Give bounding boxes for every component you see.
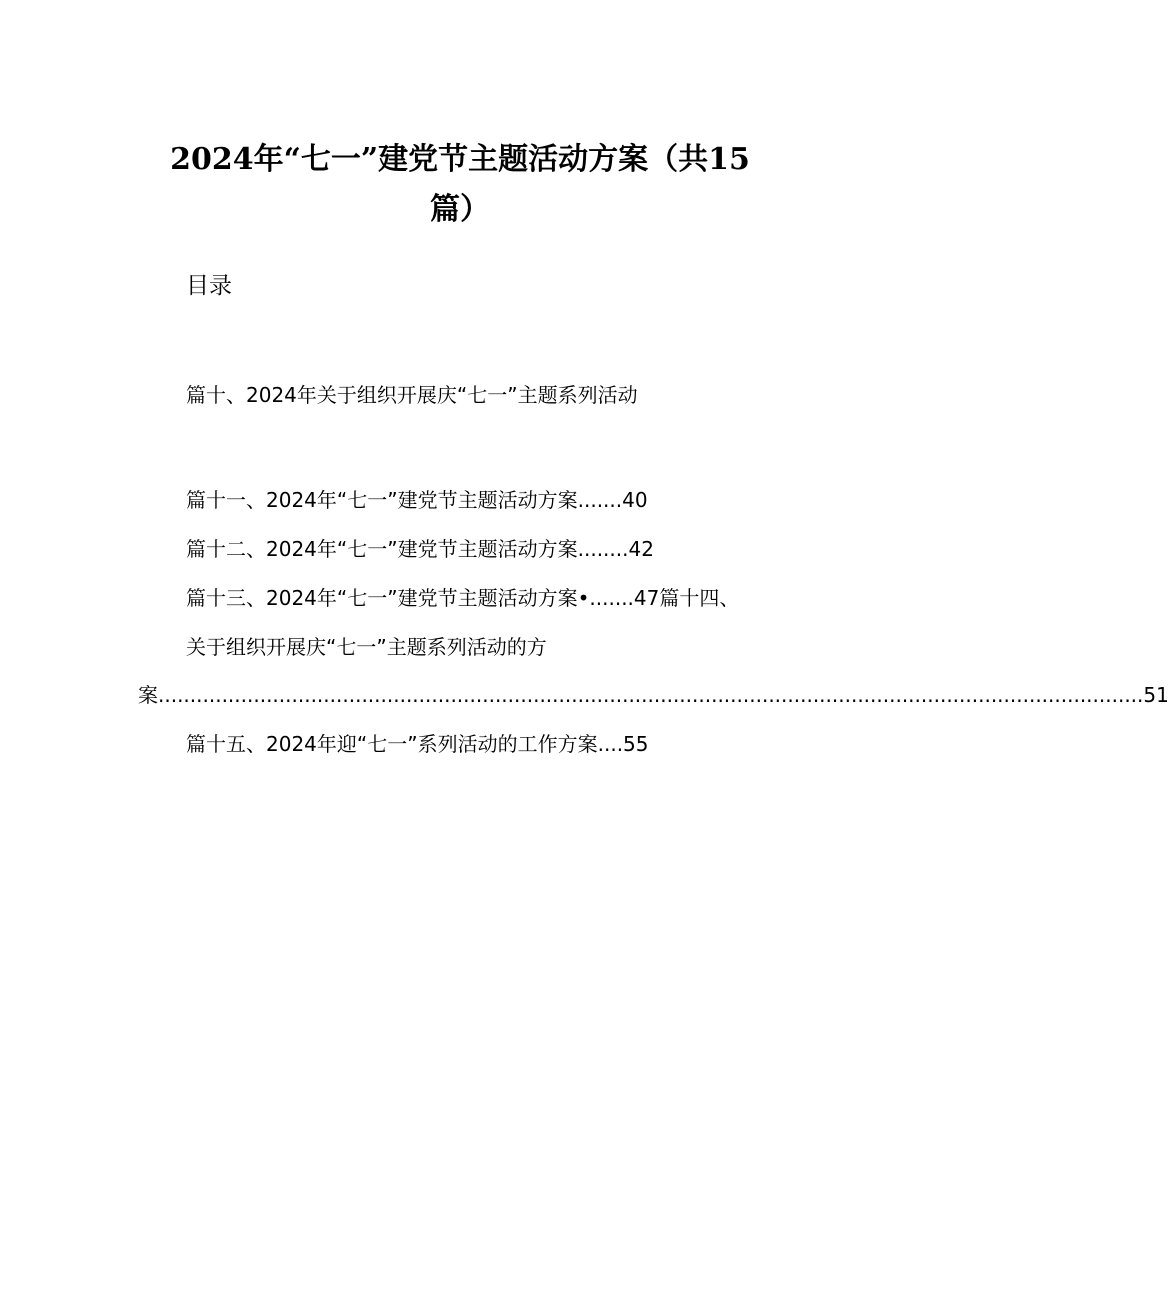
- toc-entry-14-end: [138, 680, 1169, 710]
- toc-entry-14-page: 51: [1143, 683, 1169, 707]
- toc-entry-10: 篇十、2024年关于组织开展庆“七一”主题系列活动: [186, 383, 638, 407]
- toc-entry-11: 篇十一、2024年“七一”建党节主题活动方案.......40: [186, 488, 648, 512]
- toc-entry-13: 篇十三、2024年“七一”建党节主题活动方案•.......47篇十四、: [186, 586, 740, 610]
- document-title-line-1: 2024年“七一”建党节主题活动方案（共15: [170, 142, 750, 177]
- toc-entry-14-last-char: 案: [138, 683, 158, 707]
- document-title-line-2: 篇）: [430, 192, 490, 227]
- toc-leader-dots: ...........................................................................................................................................................: [158, 683, 1144, 707]
- toc-entry-14-continued: 关于组织开展庆“七一”主题系列活动的方: [186, 635, 547, 659]
- toc-heading: 目录: [186, 273, 232, 299]
- toc-entry-15: 篇十五、2024年迎“七一”系列活动的工作方案....55: [186, 732, 649, 756]
- toc-entry-12: 篇十二、2024年“七一”建党节主题活动方案........42: [186, 537, 654, 561]
